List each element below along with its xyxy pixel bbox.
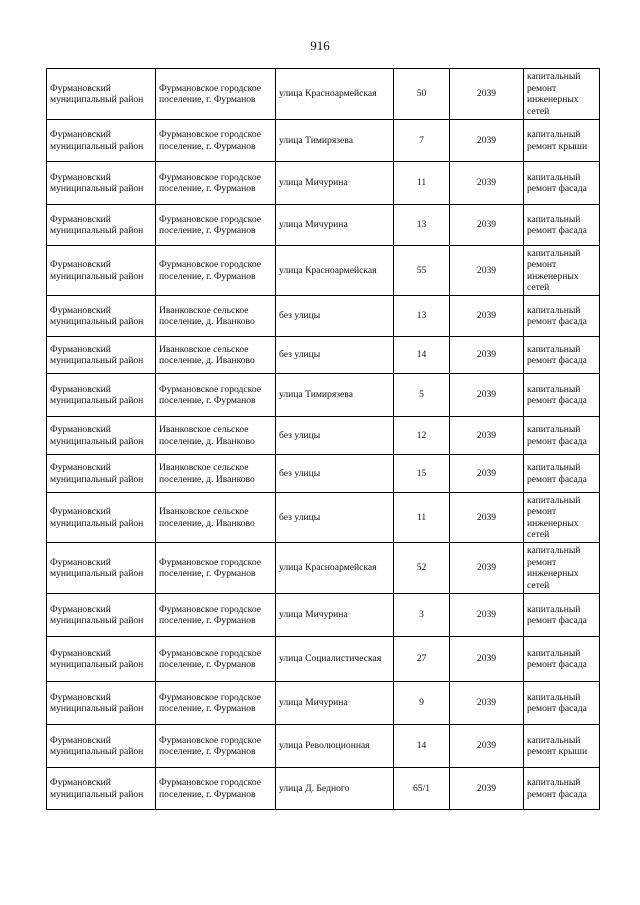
district-cell: Фурмановский муниципальный район bbox=[47, 205, 156, 246]
street-cell: улица Мичурина bbox=[276, 594, 394, 637]
settlement-cell: Фурмановское городское поселение, г. Фурманов bbox=[156, 768, 276, 810]
registry-body bbox=[47, 69, 600, 810]
table-row bbox=[47, 162, 600, 205]
table-row bbox=[47, 296, 600, 337]
district-cell: Фурмановский муниципальный район bbox=[47, 69, 156, 120]
year-cell: 2039 bbox=[450, 296, 524, 337]
district-cell: Фурмановский муниципальный район bbox=[47, 594, 156, 637]
settlement-cell: Фурмановское городское поселение, г. Фурманов bbox=[156, 543, 276, 594]
year-cell: 2039 bbox=[450, 162, 524, 205]
settlement-cell: Фурмановское городское поселение, г. Фурманов bbox=[156, 162, 276, 205]
street-cell: улица Красноармейская bbox=[276, 543, 394, 594]
year-cell: 2039 bbox=[450, 69, 524, 120]
table-row bbox=[47, 246, 600, 296]
table-row bbox=[47, 374, 600, 417]
work-type-cell: капитальный ремонт инженерных сетей bbox=[524, 246, 600, 296]
page-number: 916 bbox=[310, 38, 330, 53]
house-cell: 5 bbox=[394, 374, 450, 417]
house-cell: 3 bbox=[394, 594, 450, 637]
house-cell: 11 bbox=[394, 493, 450, 543]
house-cell: 14 bbox=[394, 337, 450, 374]
work-type-cell: капитальный ремонт крыши bbox=[524, 120, 600, 162]
settlement-cell: Фурмановское городское поселение, г. Фурманов bbox=[156, 594, 276, 637]
house-cell: 27 bbox=[394, 637, 450, 682]
house-cell: 50 bbox=[394, 69, 450, 120]
table-row bbox=[47, 543, 600, 594]
street-cell: улица Красноармейская bbox=[276, 69, 394, 120]
district-cell: Фурмановский муниципальный район bbox=[47, 493, 156, 543]
street-cell: без улицы bbox=[276, 337, 394, 374]
work-type-cell: капитальный ремонт фасада bbox=[524, 594, 600, 637]
work-type-cell: капитальный ремонт инженерных сетей bbox=[524, 69, 600, 120]
year-cell: 2039 bbox=[450, 725, 524, 768]
street-cell: без улицы bbox=[276, 455, 394, 493]
settlement-cell: Фурмановское городское поселение, г. Фурманов bbox=[156, 69, 276, 120]
table-row bbox=[47, 455, 600, 493]
street-cell: улица Мичурина bbox=[276, 162, 394, 205]
settlement-cell: Иванковское сельское поселение, д. Иванково bbox=[156, 337, 276, 374]
district-cell: Фурмановский муниципальный район bbox=[47, 768, 156, 810]
work-type-cell: капитальный ремонт фасада bbox=[524, 768, 600, 810]
house-cell: 7 bbox=[394, 120, 450, 162]
house-cell: 15 bbox=[394, 455, 450, 493]
district-cell: Фурмановский муниципальный район bbox=[47, 637, 156, 682]
district-cell: Фурмановский муниципальный район bbox=[47, 246, 156, 296]
house-cell: 55 bbox=[394, 246, 450, 296]
settlement-cell: Фурмановское городское поселение, г. Фурманов bbox=[156, 725, 276, 768]
street-cell: без улицы bbox=[276, 493, 394, 543]
work-type-cell: капитальный ремонт фасада bbox=[524, 337, 600, 374]
house-cell: 14 bbox=[394, 725, 450, 768]
district-cell: Фурмановский муниципальный район bbox=[47, 162, 156, 205]
street-cell: улица Д. Бедного bbox=[276, 768, 394, 810]
house-cell: 13 bbox=[394, 205, 450, 246]
settlement-cell: Фурмановское городское поселение, г. Фурманов bbox=[156, 120, 276, 162]
house-cell: 11 bbox=[394, 162, 450, 205]
table-row bbox=[47, 768, 600, 810]
house-cell: 12 bbox=[394, 417, 450, 455]
district-cell: Фурмановский муниципальный район bbox=[47, 417, 156, 455]
district-cell: Фурмановский муниципальный район bbox=[47, 337, 156, 374]
year-cell: 2039 bbox=[450, 682, 524, 725]
year-cell: 2039 bbox=[450, 594, 524, 637]
work-type-cell: капитальный ремонт фасада bbox=[524, 455, 600, 493]
year-cell: 2039 bbox=[450, 493, 524, 543]
work-type-cell: капитальный ремонт инженерных сетей bbox=[524, 543, 600, 594]
table-row bbox=[47, 637, 600, 682]
street-cell: без улицы bbox=[276, 417, 394, 455]
year-cell: 2039 bbox=[450, 120, 524, 162]
settlement-cell: Фурмановское городское поселение, г. Фурманов bbox=[156, 682, 276, 725]
settlement-cell: Фурмановское городское поселение, г. Фурманов bbox=[156, 637, 276, 682]
district-cell: Фурмановский муниципальный район bbox=[47, 296, 156, 337]
work-type-cell: капитальный ремонт крыши bbox=[524, 725, 600, 768]
street-cell: без улицы bbox=[276, 296, 394, 337]
district-cell: Фурмановский муниципальный район bbox=[47, 120, 156, 162]
table-row bbox=[47, 205, 600, 246]
district-cell: Фурмановский муниципальный район bbox=[47, 725, 156, 768]
work-type-cell: капитальный ремонт фасада bbox=[524, 296, 600, 337]
district-cell: Фурмановский муниципальный район bbox=[47, 455, 156, 493]
settlement-cell: Иванковское сельское поселение, д. Иванково bbox=[156, 417, 276, 455]
settlement-cell: Фурмановское городское поселение, г. Фурманов bbox=[156, 205, 276, 246]
settlement-cell: Иванковское сельское поселение, д. Иванково bbox=[156, 493, 276, 543]
house-cell: 13 bbox=[394, 296, 450, 337]
table-row bbox=[47, 337, 600, 374]
year-cell: 2039 bbox=[450, 768, 524, 810]
year-cell: 2039 bbox=[450, 246, 524, 296]
year-cell: 2039 bbox=[450, 455, 524, 493]
street-cell: улица Революционная bbox=[276, 725, 394, 768]
street-cell: улица Тимирязева bbox=[276, 374, 394, 417]
district-cell: Фурмановский муниципальный район bbox=[47, 682, 156, 725]
repair-registry-table bbox=[46, 68, 600, 810]
year-cell: 2039 bbox=[450, 374, 524, 417]
house-cell: 65/1 bbox=[394, 768, 450, 810]
house-cell: 52 bbox=[394, 543, 450, 594]
district-cell: Фурмановский муниципальный район bbox=[47, 543, 156, 594]
year-cell: 2039 bbox=[450, 205, 524, 246]
work-type-cell: капитальный ремонт фасада bbox=[524, 205, 600, 246]
street-cell: улица Мичурина bbox=[276, 682, 394, 725]
table-row bbox=[47, 493, 600, 543]
settlement-cell: Фурмановское городское поселение, г. Фурманов bbox=[156, 374, 276, 417]
street-cell: улица Социалистическая bbox=[276, 637, 394, 682]
table-row bbox=[47, 594, 600, 637]
settlement-cell: Иванковское сельское поселение, д. Иванково bbox=[156, 296, 276, 337]
street-cell: улица Мичурина bbox=[276, 205, 394, 246]
house-cell: 9 bbox=[394, 682, 450, 725]
table-row bbox=[47, 417, 600, 455]
work-type-cell: капитальный ремонт фасада bbox=[524, 374, 600, 417]
table-row bbox=[47, 725, 600, 768]
year-cell: 2039 bbox=[450, 337, 524, 374]
street-cell: улица Тимирязева bbox=[276, 120, 394, 162]
table-row bbox=[47, 682, 600, 725]
work-type-cell: капитальный ремонт фасада bbox=[524, 637, 600, 682]
table-row bbox=[47, 120, 600, 162]
work-type-cell: капитальный ремонт инженерных сетей bbox=[524, 493, 600, 543]
work-type-cell: капитальный ремонт фасада bbox=[524, 162, 600, 205]
street-cell: улица Красноармейская bbox=[276, 246, 394, 296]
year-cell: 2039 bbox=[450, 543, 524, 594]
settlement-cell: Иванковское сельское поселение, д. Иванково bbox=[156, 455, 276, 493]
settlement-cell: Фурмановское городское поселение, г. Фурманов bbox=[156, 246, 276, 296]
year-cell: 2039 bbox=[450, 637, 524, 682]
district-cell: Фурмановский муниципальный район bbox=[47, 374, 156, 417]
work-type-cell: капитальный ремонт фасада bbox=[524, 682, 600, 725]
year-cell: 2039 bbox=[450, 417, 524, 455]
table-row bbox=[47, 69, 600, 120]
work-type-cell: капитальный ремонт фасада bbox=[524, 417, 600, 455]
